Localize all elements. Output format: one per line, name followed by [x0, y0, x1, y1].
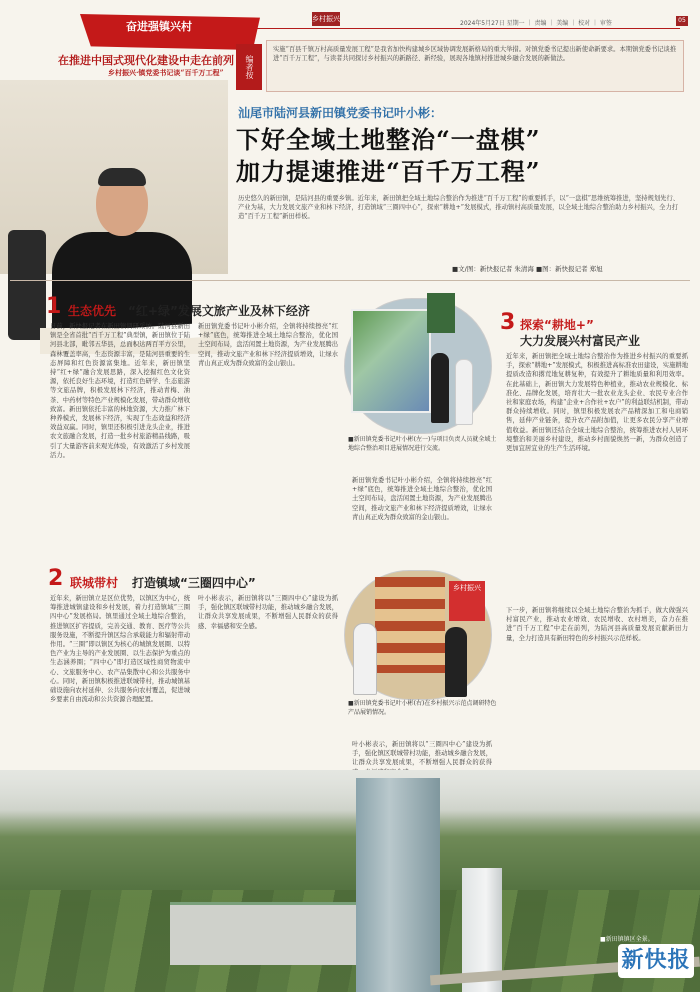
tower-building-shape [356, 778, 440, 992]
portrait-photo [0, 80, 228, 274]
section-2-body-col3: 叶小彬表示，新田镇将以“三圈四中心”建设为抓手，强化镇区联城带村功能，推动城乡融合发展，让群众共享发展成果，不断增强人民群众的获得 [352, 741, 492, 767]
section-2-body-col1: 近年来，新田镇立足区位优势，以镇区为中心，统筹推进城镇建设和乡村发展，着力打造镇域“三圈四中心”发展格局。镇里通过全域土地综合整治，推进镇区扩容提质，完善交通、教育、医疗等公共服务设施，不断提升镇区综合承载能力和辐射带动作用。“三圈”即以镇区为核心的城镇发展圈、以特色产业为主导的产业发展圈、以生态保护为重点的生态涵养圈；“四中心”即打造区域性商贸物流中心、文旅服务中心、农产品集散中心和公共服务中心。同时，新田镇积极推进联城带村，推动城镇基础设施向农村延伸、公共服务向农村覆盖，促进城乡要素自由流动和公共资源合理配置。 [50, 595, 190, 704]
section-1-body-col2: 新田镇党委书记叶小彬介绍，全镇将持续擦亮“红+绿”底色，统筹推进全域土地综合整治，优化国土空间布局，盘活闲置土地资源，为产业发展腾出空间，推动文旅产业和林下经济提质增效，让绿水青山真正成为群众致富的金山银山。 [198, 323, 338, 367]
column-tag: 编者按 [236, 44, 262, 90]
dateline: 2024年5月27日 星期一 ｜ 责编 ｜ 美编 ｜ 校对 ｜ 审签 [460, 20, 612, 27]
photo-caption-1: ■新田镇党委书记叶小彬(左一)与项目负责人员就全域土地综合整治项目进展情况进行交流。 [348, 436, 497, 452]
chair-shape [8, 230, 46, 340]
banner-subtitle: 在推进中国式现代化建设中走在前列 [58, 54, 234, 67]
headline-line2: 加力提速推进“百千万工程” [236, 157, 541, 186]
section-badge: 乡村振兴 [312, 12, 340, 26]
section-3-name: 探索“耕地+” [520, 318, 594, 332]
building-base-shape [170, 902, 360, 965]
section-3-body-col1: 近年来，新田镇把全域土地综合整治作为推进乡村振兴的重要抓手，探索“耕地+”发展模式，积极推进高标准农田建设，实施耕地提质改造和撂荒地复耕复种，有效提升了耕地质量和利用效率。在此基础上，新田镇大力发展特色种植业，推动农业规模化、标准化、品牌化发展，培育壮大一批农业龙头企业、农民专业合作社和家庭农场，构建“企业+合作社+农户”的利益联结机制，带动群众持续增收。同时，镇里积极发展农产品精深加工和电商销售，延伸产业链条，提升农产品附加值，让更多农民分享产业增值收益。新田镇还结合全域土地综合整治，统筹推进农村人居环境整治和美丽乡村建设，推动乡村面貌焕然一新，为群众创造了更加宜居宜业的生产生活环境。 [506, 353, 688, 453]
section-3-number: 3 [500, 310, 516, 335]
section-1-number: 1 [46, 294, 62, 319]
banner-tagline: 乡村振兴·镇党委书记谈“百千万工程” [108, 68, 224, 77]
person-shape [445, 627, 467, 697]
section-2-body-col2: 叶小彬表示，新田镇将以“三圈四中心”建设为抓手，强化镇区联城带村功能，推动城乡融合发展，让群众共享发展成果，不断增强人民群众的获得感、幸福感和安全感。 [198, 595, 338, 630]
section-1-body-col3: 新田镇党委书记叶小彬介绍，全镇将持续擦亮“红+绿”底色，统筹推进全域土地综合整治，优化国土空间布局，盘活闲置土地资源，为产业发展腾出空间，推动文旅产业和林下经济提质增效，让绿水青山真正成为群众致富的金山银山。 [352, 477, 492, 521]
editor-note: 实施“百县千镇万村高质量发展工程”是我省加快构建城乡区域协调发展新格局的重大举措。对镇党委书记提出新使命新要求。本期镇党委书记谈推进“百千万工程”，与读者共同探讨乡村振兴的新路径、新经验，展现各地镇村推进城乡融合发展的新做法。 [266, 40, 684, 92]
section-1-title: “红+绿”发展文旅产业及林下经济 [128, 304, 310, 318]
person-shape [455, 359, 473, 425]
planning-board-shape [351, 309, 431, 413]
section-2-number: 2 [48, 566, 64, 591]
section-3-body-col2: 下一步，新田镇将继续以全域土地综合整治为抓手，做大做强兴村富民产业，推动农业增效、农民增收、农村增美，奋力在推进“百千万工程”中走在前列，为陆河县高质量发展贡献新田力量，全力打造具有新田特色的乡村振兴示范样板。 [506, 607, 688, 642]
photo-caption-2: ■新田镇党委书记叶小彬(右)在乡村振兴示范点调研特色产品展销情况。 [348, 700, 497, 716]
byline: ■文/图：新快报记者 朱清海 ■图：新快报记者 郑旭 [452, 265, 603, 273]
section-rule [10, 280, 690, 281]
section-1-name: 生态优先 [68, 304, 117, 318]
article-kicker: 汕尾市陆河县新田镇党委书记叶小彬： [238, 106, 443, 120]
page-number: 05 [676, 16, 688, 26]
shop-visit-photo [344, 570, 492, 700]
headline-line1: 下好全域土地整治“一盘棋” [236, 125, 541, 154]
product-shelf-shape [375, 577, 445, 673]
person-shape [431, 353, 449, 423]
person-hair [98, 168, 146, 186]
banner-title: 奋进强镇兴村 [126, 20, 192, 33]
person-shape [353, 623, 377, 695]
project-site-photo [344, 298, 492, 434]
top-rule [250, 28, 680, 29]
section-1-body-col1: 日前，新快报记者在新田镇调研采访。陆河县新田镇是全省首批“百千万工程”典型镇，新田镇位于陆河县北部，毗邻五华县，总面积达两百平方公里，森林覆盖率高，生态资源丰富，是陆河县重要的生态屏障和红色资源富集地。近年来，新田镇坚持“红+绿”融合发展思路，深入挖掘红色文化资源，依托良好生态环境，打造红色研学、生态旅游等文旅品牌，积极发展林下经济，推动青梅、油茶、中药材等特色产业规模化发展，带动群众增收致富。新田镇依托丰富的林地资源，大力推广林下种养模式，发展林下经济，实现了生态效益和经济效益双赢。同时，镇里还积极引进龙头企业，推进农文旅融合发展，打造一批乡村旅游精品线路，吸引了大量游客前来观光体验，有效激活了乡村发展活力。 [50, 323, 190, 459]
section-2-name: 联城带村 [70, 576, 119, 590]
town-aerial-photo [0, 770, 700, 992]
lead-paragraph: 历史悠久的新田镇，是陆河县的重要乡镇。近年来，新田镇把全域土地综合整治作为推进“百千万工程”的重要抓手，以“一盘棋”思维统筹推进，坚持规划先行、产业为基，大力发展文旅产业和林下经济，打造镇域“三圈四中心”，探索“耕地+”发展模式，推动镇村高质量发展，以全域土地综合整治助力乡村振兴，全力打造“百千万工程”新田样板。 [238, 195, 680, 220]
tree-shape [427, 293, 455, 333]
section-2-title: 打造镇域“三圈四中心” [132, 576, 256, 590]
newspaper-logo: 新快报 [618, 944, 694, 978]
sky-haze [0, 770, 700, 820]
section-3-title: 大力发展兴村富民产业 [520, 334, 641, 348]
shop-sign: 乡村振兴 [449, 581, 485, 621]
photo-caption-3: ■新田镇镇区全景。 [600, 936, 654, 943]
